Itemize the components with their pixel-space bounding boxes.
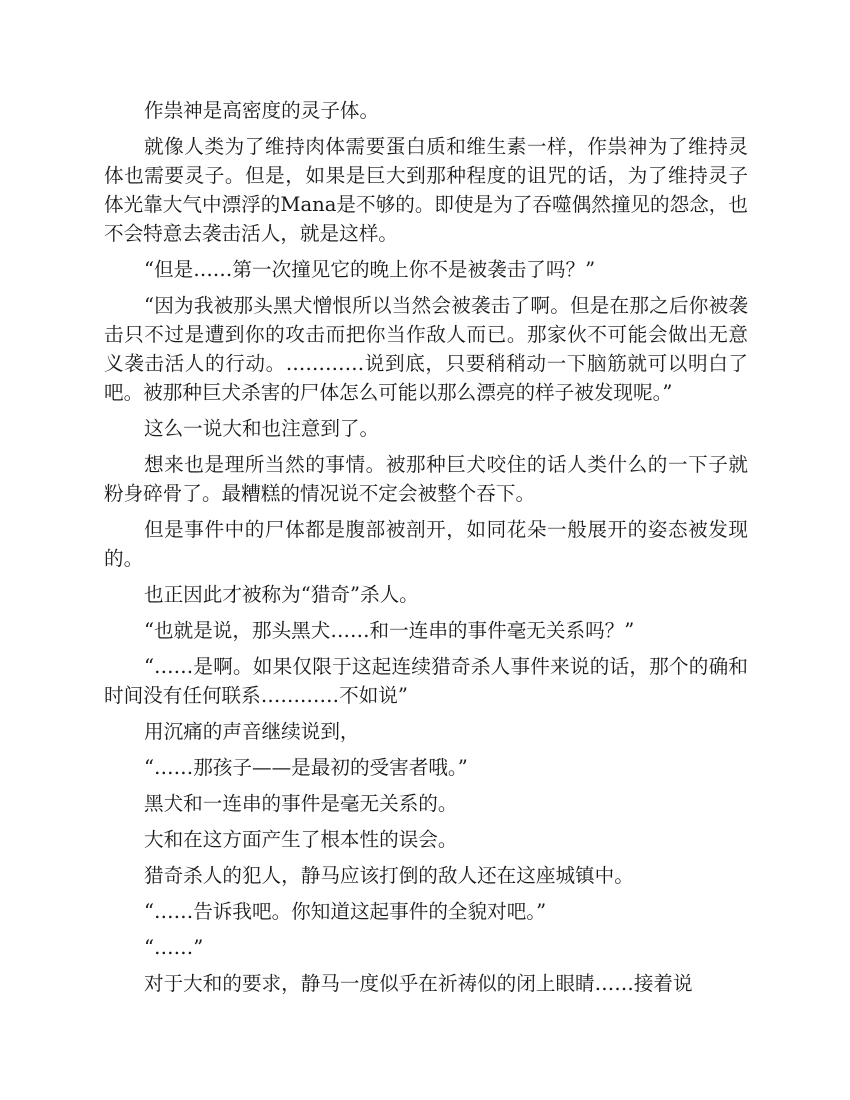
paragraph: 大和在这方面产生了根本性的误会。 [144, 828, 458, 851]
paragraph: 这么一说大和也注意到了。 [144, 417, 380, 440]
paragraph: “也就是说，那头黑犬……和一连串的事件毫无关系吗？” [144, 619, 635, 642]
paragraph: 黑犬和一连串的事件是毫无关系的。 [144, 792, 458, 815]
paragraph: “……告诉我吧。你知道这起事件的全貌对吧。” [144, 900, 547, 923]
paragraph: “但是……第一次撞见它的晚上你不是被袭击了吗？” [144, 258, 596, 281]
paragraph: 用沉痛的声音继续说到， [144, 720, 360, 743]
paragraph: 对于大和的要求，静马一度似乎在祈祷似的闭上眼睛……接着说 [144, 972, 693, 995]
paragraph: 但是事件中的尸体都是腹部被剖开，如同花朵一般展开的姿态被发现的。 [104, 518, 748, 570]
paragraph: 想来也是理所当然的事情。被那种巨犬咬住的话人类什么的一下子就粉身碎骨了。最糟糕的情况说不定会被整个吞下。 [104, 453, 748, 505]
paragraph: 猎奇杀人的犯人，静马应该打倒的敌人还在这座城镇中。 [144, 864, 634, 887]
paragraph: “……是啊。如果仅限于这起连续猎奇杀人事件来说的话，那个的确和时间没有任何联系…………不如说” [104, 655, 748, 707]
paragraph: “因为我被那头黑犬憎恨所以当然会被袭击了啊。但是在那之后你被袭击只不过是遭到你的攻击而把你当作敌人而已。那家伙不可能会做出无意义袭击活人的行动。…………说到底，只要稍稍动一下脑筋就可以明白了吧。被那种巨犬杀害的尸体怎么可能以那么漂亮的样子被发现呢。” [104, 294, 748, 404]
paragraph: 作祟神是高密度的灵子体。 [144, 99, 380, 122]
paragraph: “……那孩子——是最初的受害者哦。” [144, 756, 468, 779]
body-text [104, 96, 748, 1005]
paragraph: “……” [144, 936, 204, 959]
paragraph: 就像人类为了维持肉体需要蛋白质和维生素一样，作祟神为了维持灵体也需要灵子。但是，如果是巨大到那种程度的诅咒的话，为了维持灵子体光靠大气中漂浮的Mana是不够的。即使是为了吞噬偶然撞见的怨念，也不会特意去袭击活人，就是这样。 [104, 135, 748, 245]
paragraph: 也正因此才被称为“猎奇”杀人。 [144, 583, 419, 606]
